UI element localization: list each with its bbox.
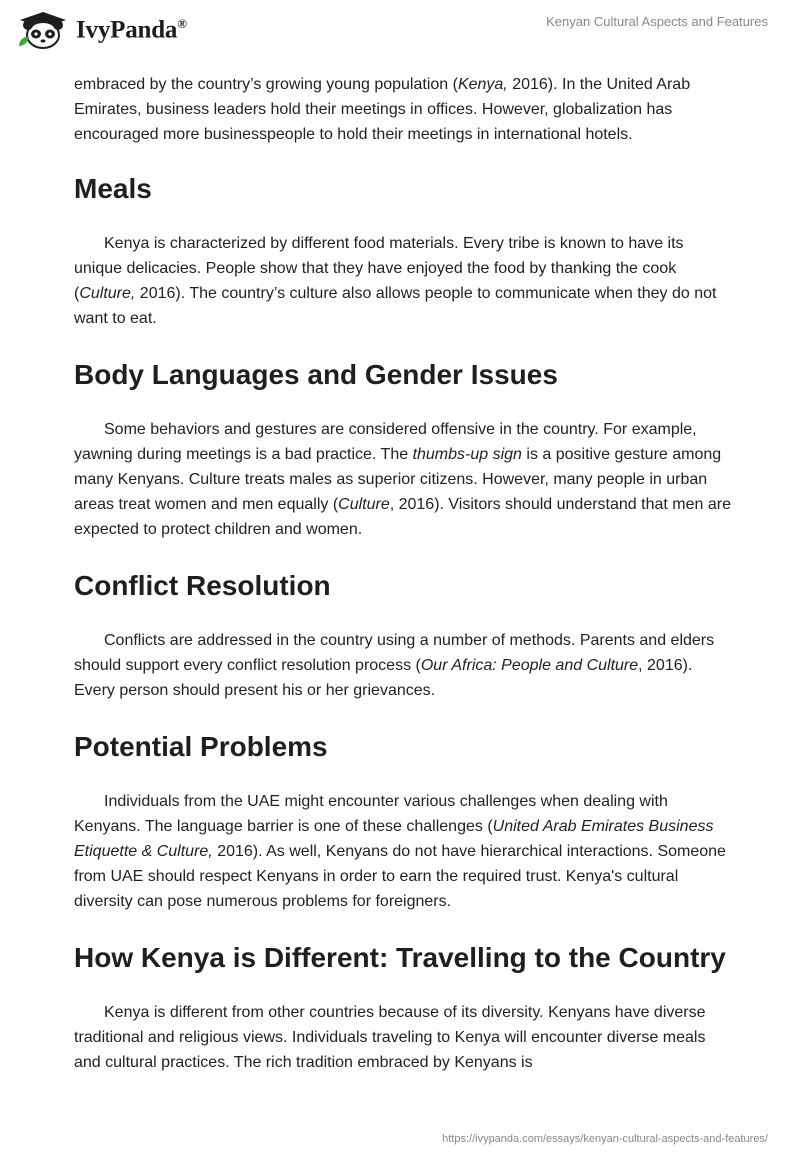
essay-content [74,70,734,1075]
ivypanda-logo[interactable] [16,10,187,50]
meals-heading: Meals [74,173,152,204]
body-language-heading: Body Languages and Gender Issues [74,359,558,390]
conflict-resolution-heading: Conflict Resolution [74,570,331,601]
potential-problems-heading: Potential Problems [74,731,328,762]
document-title: Kenyan Cultural Aspects and Features [546,14,768,29]
intro-paragraph: embraced by the country’s growing young population (Kenya, 2016). In the United Arab Emirates, business leaders hold their meetings in offices. However, globalization has encouraged more businesspeople to hold their meetings in international hotels. [74,76,691,143]
kenya-different-heading: How Kenya is Different: Travelling to the Country [74,942,726,973]
kenya-different-paragraph: Kenya is different from other countries because of its diversity. Kenyans have diverse traditional and religious views. Individuals traveling to Kenya will encounter diverse meals and cultural practices. The rich tradition embraced by Kenyans is [74,1004,706,1071]
source-url-link[interactable]: https://ivypanda.com/essays/kenyan-cultural-aspects-and-features/ [442,1133,768,1145]
registered-mark: ® [177,16,187,32]
panda-icon [16,10,70,50]
conflict-resolution-paragraph: Conflicts are addressed in the country using a number of methods. Parents and elders should support every conflict resolution process (Our Africa: People and Culture, 2016). Every person should present his or her grievances. [74,632,715,699]
page-header [0,0,800,70]
meals-paragraph: Kenya is characterized by different food materials. Every tribe is known to have its unique delicacies. People show that they have enjoyed the food by thanking the cook (Culture, 2016). The country’s culture also allows people to communicate when they do not want to eat. [74,235,717,327]
potential-problems-paragraph: Individuals from the UAE might encounter various challenges when dealing with Kenyans. The language barrier is one of these challenges (United Arab Emirates Business Etiquette & Culture, 2016). As well, Kenyans do not have hierarchical interactions. Someone from UAE should respect Kenyans in order to earn the required trust. Kenya's cultural diversity can pose numerous problems for foreigners. [74,793,726,910]
body-language-paragraph: Some behaviors and gestures are considered offensive in the country. For example, yawning during meetings is a bad practice. The thumbs-up sign is a positive gesture among many Kenyans. Culture treats males as superior citizens. However, many people in urban areas treat women and men equally (Culture, 2016). Visitors should understand that men are expected to protect children and women. [74,421,731,538]
brand-name: IvyPanda [76,16,178,44]
